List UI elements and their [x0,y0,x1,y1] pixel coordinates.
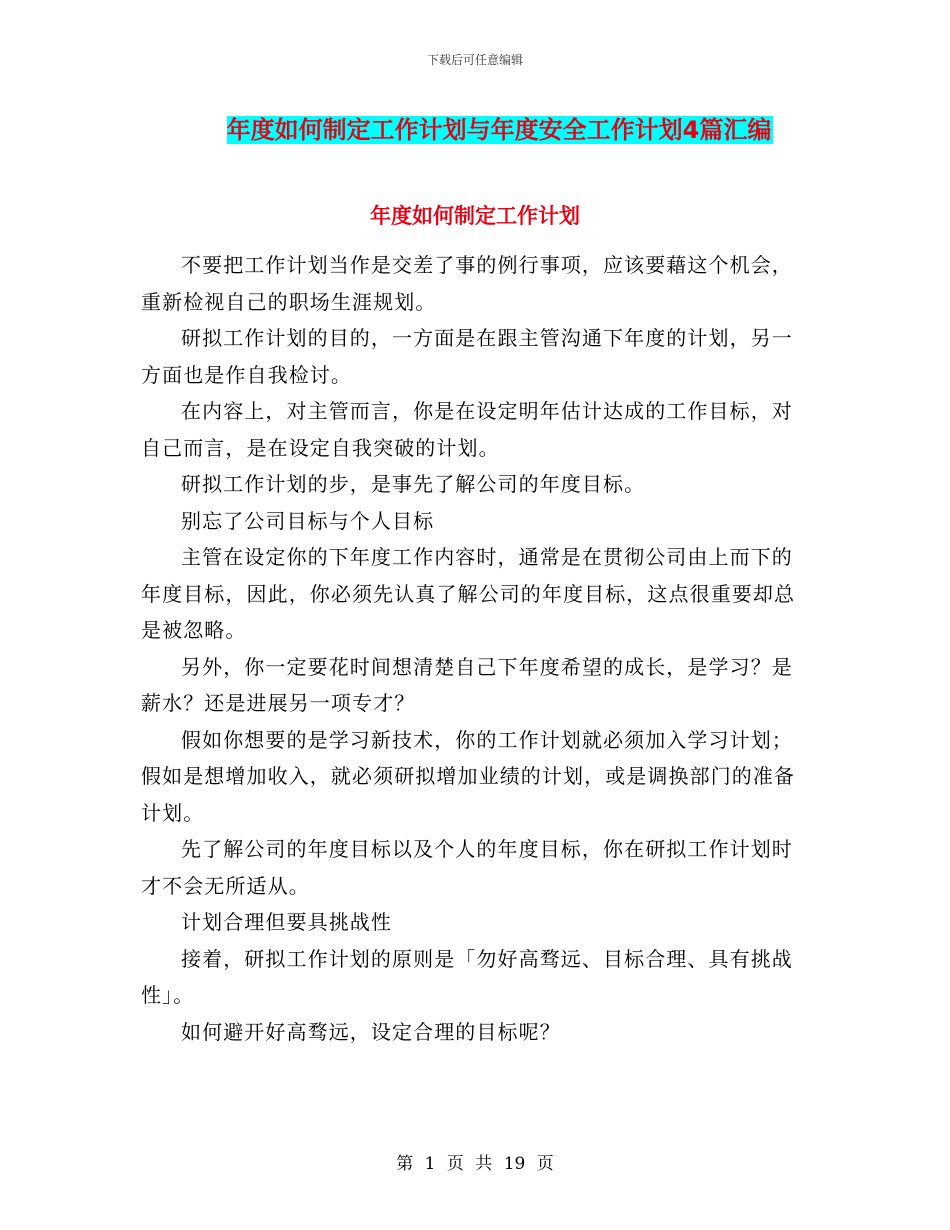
paragraph: 不要把工作计划当作是交差了事的例行事项，应该要藉这个机会，重新检视自己的职场生涯规划。 [141,253,793,314]
document-title-text: 年度如何制定工作计划与年度安全工作计划4篇汇编 [226,116,772,144]
page-footer: 第 1 页 共 19 页 [396,1154,554,1174]
section-title: 年度如何制定工作计划 [370,204,580,228]
paragraph: 接着，研拟工作计划的原则是「勿好高骛远、目标合理、具有挑战性」。 [141,946,793,1007]
body-text [141,247,811,1050]
page-header: 下载后可任意编辑 [426,53,523,67]
subheading: 别忘了公司目标与个人目标 [181,508,435,533]
subheading: 计划合理但要具挑战性 [181,910,392,934]
paragraph: 假如你想要的是学习新技术，你的工作计划就必须加入学习计划；假如是想增加收入，就必须研拟增加业绩的计划，或是调换部门的准备计划。 [141,727,796,825]
paragraph: 研拟工作计划的步，是事先了解公司的年度目标。 [181,472,646,496]
paragraph: 先了解公司的年度目标以及个人的年度目标，你在研拟工作计划时才不会无所适从。 [141,837,793,898]
paragraph: 研拟工作计划的目的，一方面是在跟主管沟通下年度的计划，另一方面也是作自我检讨。 [141,326,793,387]
paragraph: 主管在设定你的下年度工作内容时，通常是在贯彻公司由上而下的年度目标，因此，你必须先认真了解公司的年度目标，这点很重要却总是被忽略。 [141,545,796,642]
paragraph: 在内容上，对主管而言，你是在设定明年估计达成的工作目标，对自己而言，是在设定自我突破的计划。 [141,399,793,460]
paragraph: 如何避开好高骛远，设定合理的目标呢？ [181,1019,561,1044]
paragraph: 另外，你一定要花时间想清楚自己下年度希望的成长，是学习？是薪水？还是进展另一项专才？ [141,654,793,715]
document-title [0,112,950,148]
